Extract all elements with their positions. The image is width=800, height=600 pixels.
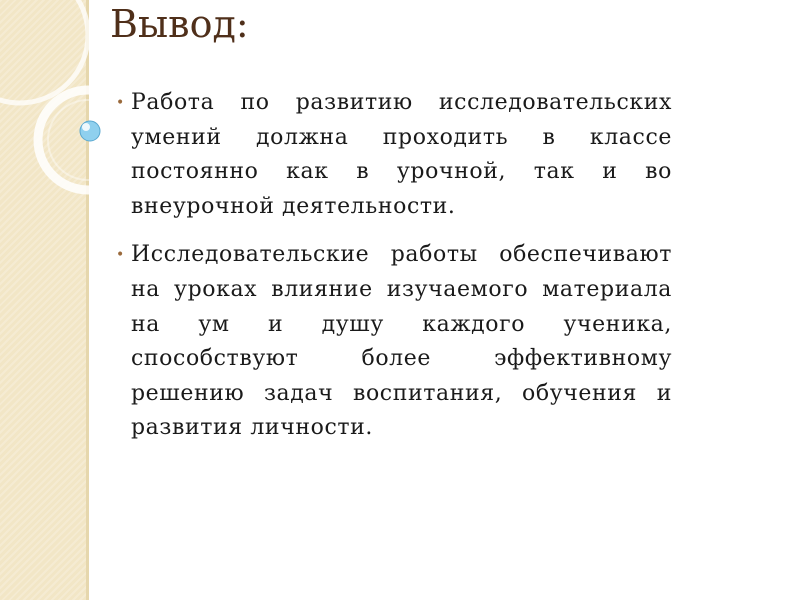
bubble-icon (80, 121, 100, 141)
bullet-text: Работа по развитию исследовательских умений должна проходить в классе постоянно как в урочной, так и во внеурочной деятельности. (131, 90, 672, 219)
bullet-item (116, 238, 672, 446)
bullet-item (116, 86, 672, 224)
slide-title: Вывод: (110, 2, 249, 46)
bullet-list (116, 86, 672, 460)
bullet-text: Исследовательские работы обеспечивают на уроках влияние изучаемого материала на ум и душу каждого ученика, способствуют более эффективному решению задач воспитания, обучения и развития личности. (131, 242, 672, 441)
bullet-dot-icon: • (116, 247, 125, 264)
bullet-dot-icon: • (116, 95, 125, 111)
